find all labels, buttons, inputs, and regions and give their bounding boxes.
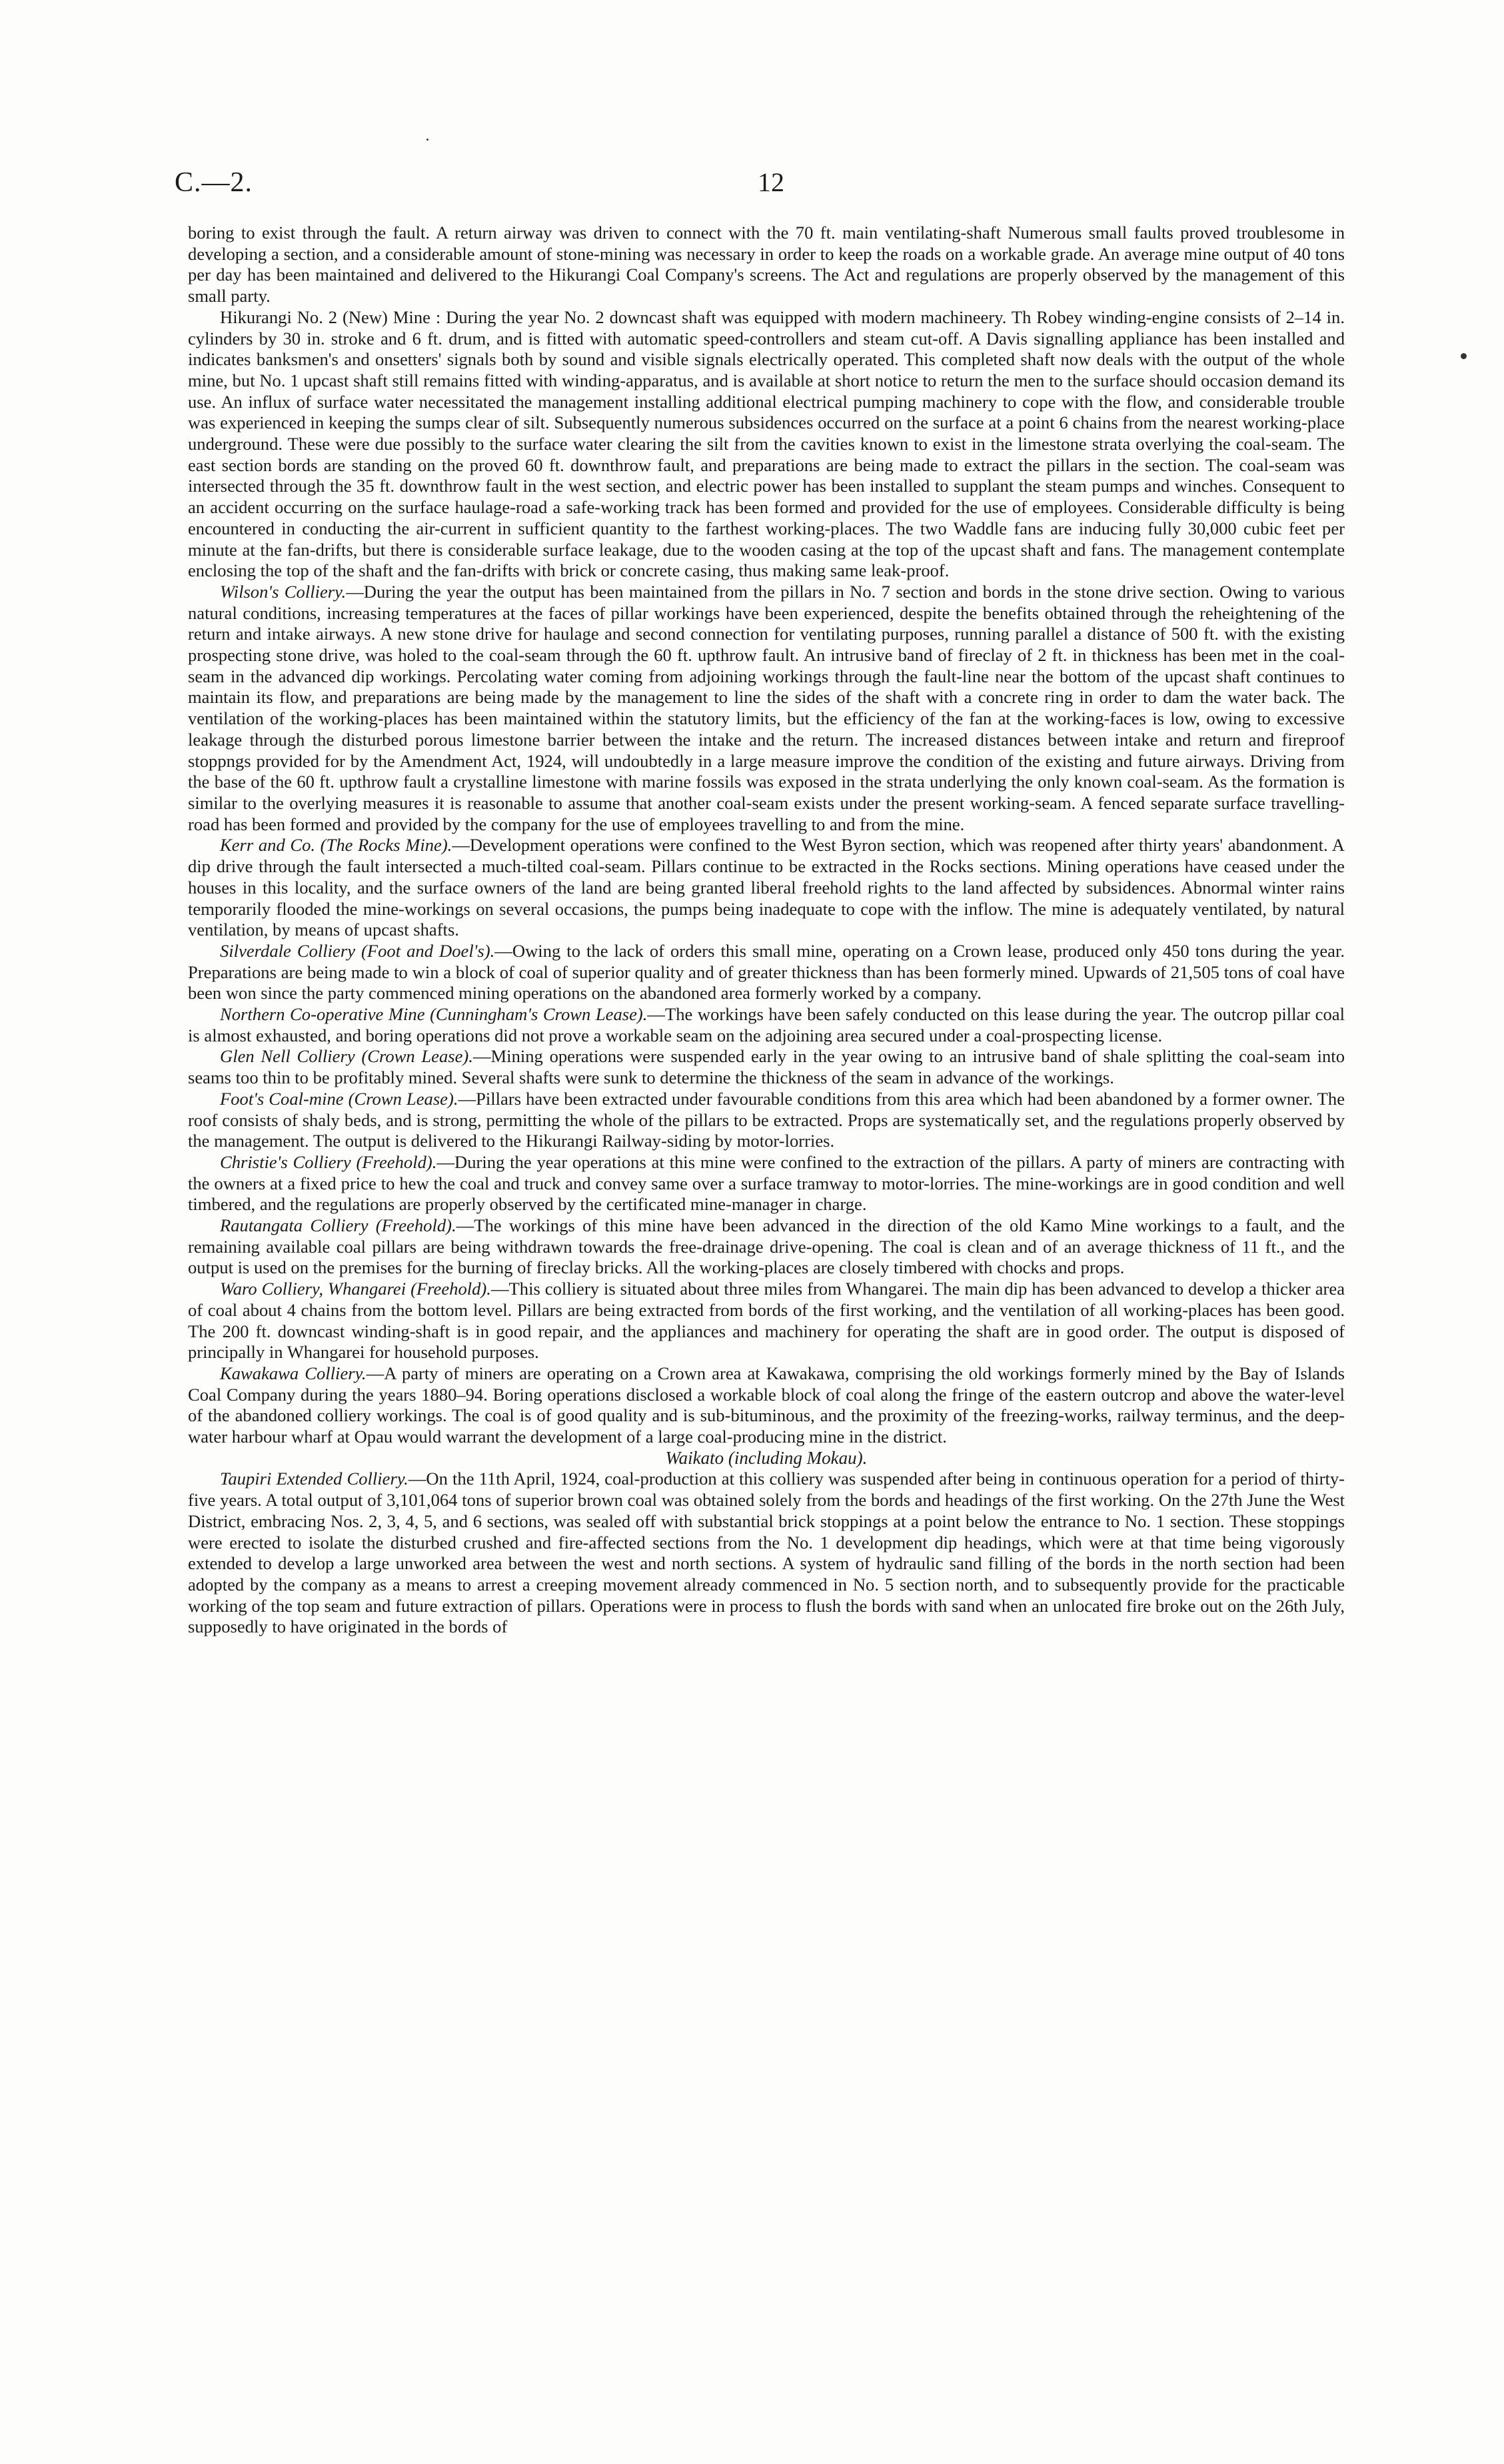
margin-mark xyxy=(426,139,428,141)
page-number: 12 xyxy=(758,167,784,197)
colliery-title: Wilson's Colliery. xyxy=(220,581,347,602)
paragraph: Wilson's Colliery.—During the year the output has been maintained from the pillars in No. 7 section and bords in the stone drive section. Owing to various natural conditions, increasing temperatures at the faces of pillar workings have been experienced, despite the benefits obtained through the reheightening of the return and intake airways. A new stone drive for haulage and second connection for ventilating purposes, running parallel a distance of 500 ft. with the existing prospecting stone drive, was holed to the coal-seam through the 60 ft. upthrow fault. An intrusive band of fireclay of 2 ft. in thickness has been met in the coal-seam in the advanced dip workings. Percolating water coming from adjoining workings through the fault-line near the bottom of the upcast shaft continues to maintain its flow, and preparations are being made by the management to line the sides of the shaft with a concrete ring in order to dam the water back. The ventilation of the working-places has been maintained within the statutory limits, but the efficiency of the fan at the working-faces is low, owing to excessive leakage through the disturbed porous limestone barrier between the intake and the return. The increased distances between intake and return and fireproof stoppngs provided for by the Amendment Act, 1924, will undoubtedly in a large measure improve the condition of the existing and future airways. Driving from the base of the 60 ft. upthrow fault a crystalline limestone with marine fossils was exposed in the strata underlying the only known coal-seam. As the formation is similar to the overlying measures it is reasonable to assume that another coal-seam exists under the present working-seam. A fenced separate surface travelling-road has been formed and provided by the company for the use of employees travelling to and from the mine. xyxy=(188,581,1345,834)
paragraph: Kerr and Co. (The Rocks Mine).—Development operations were confined to the West Byron section, which was reopened after thirty years' abandonment. A dip drive through the fault intersected a much-tilted coal-seam. Pillars continue to be extracted in the Rocks sections. Mining operations have ceased under the houses in this locality, and the surface owners of the land are being granted liberal freehold rights to the land affected by subsidences. Abnormal winter rains temporarily flooded the mine-workings on several occasions, the pumps being inadequate to cope with the inflow. The mine is adequately ventilated, by natural ventilation, by means of upcast shafts. xyxy=(188,835,1345,940)
paragraph: Kawakawa Colliery.—A party of miners are operating on a Crown area at Kawakawa, comprising the old workings formerly mined by the Bay of Islands Coal Company during the years 1880–94. Boring operations disclosed a workable block of coal along the fringe of the eastern outcrop and above the water-level of the abandoned colliery workings. The coal is of good quality and is sub-bituminous, and the proximity of the freezing-works, railway terminus, and the deep-water harbour wharf at Opau would warrant the development of a large coal-producing mine in the district. xyxy=(188,1363,1345,1447)
colliery-title: Rautangata Colliery (Freehold). xyxy=(220,1215,456,1236)
paragraph: Taupiri Extended Colliery.—On the 11th April, 1924, coal-production at this colliery was suspended after being in continuous operation for a period of thirty-five years. A total output of 3,101,064 tons of superior brown coal was obtained solely from the bords and headings of the first working. On the 27th June the West District, embracing Nos. 2, 3, 4, 5, and 6 sections, was sealed off with substantial brick stoppings at a point below the entrance to No. 1 section. These stoppings were erected to isolate the disturbed crushed and fire-affected sections from the No. 1 development dip headings, which were at that time being vigorously extended to develop a large unworked area between the west and north sections. A system of hydraulic sand filling of the bords in the north section had been adopted by the company as a means to arrest a creeping movement already commenced in No. 5 section north, and to subsequently provide for the practicable working of the top seam and future extraction of pillars. Operations were in process to flush the bords with sand when an unlocated fire broke out on the 26th July, supposedly to have originated in the bords of xyxy=(188,1469,1345,1637)
paragraph: Foot's Coal-mine (Crown Lease).—Pillars have been extracted under favourable conditions from this area which had been abandoned by a former owner. The roof consists of shaly beds, and is strong, permitting the whole of the pillars to be extracted. Props are systematically set, and the regulations properly observed by the management. The output is delivered to the Hikurangi Railway-siding by motor-lorries. xyxy=(188,1088,1345,1151)
paragraph: Waro Colliery, Whangarei (Freehold).—This colliery is situated about three miles from Whangarei. The main dip has been advanced to develop a thicker area of coal about 4 chains from the bottom level. Pillars are being extracted from bords of the first working, and the ventilation of all working-places has been good. The 200 ft. downcast winding-shaft is in good repair, and the appliances and machinery for operating the shaft are in good order. The output is disposed of principally in Whangarei for household purposes. xyxy=(188,1279,1345,1363)
colliery-title: Kawakawa Colliery. xyxy=(220,1363,367,1383)
paragraph: Rautangata Colliery (Freehold).—The workings of this mine have been advanced in the direction of the old Kamo Mine workings to a fault, and the remaining available coal pillars are being withdrawn towards the free-drainage drive-opening. The coal is clean and of an average thickness of 11 ft., and the output is used on the premises for the burning of fireclay bricks. All the working-places are closely timbered with chocks and props. xyxy=(188,1215,1345,1278)
colliery-title: Waro Colliery, Whangarei (Freehold). xyxy=(220,1279,491,1299)
colliery-title: Foot's Coal-mine (Crown Lease). xyxy=(220,1088,458,1109)
body-text xyxy=(188,223,1345,1638)
paragraph: Glen Nell Colliery (Crown Lease).—Mining operations were suspended early in the year owing to an intrusive band of shale splitting the coal-seam into seams too thin to be profitably mined. Several shafts were sunk to determine the thickness of the seam in advance of the workings. xyxy=(188,1046,1345,1088)
paragraph: Northern Co-operative Mine (Cunningham's Crown Lease).—The workings have been safely conducted on this lease during the year. The outcrop pillar coal is almost exhausted, and boring operations did not prove a workable seam on the adjoining area secured under a coal-prospecting license. xyxy=(188,1004,1345,1045)
paragraph: Christie's Colliery (Freehold).—During the year operations at this mine were confined to the extraction of the pillars. A party of miners are contracting with the owners at a fixed price to hew the coal and truck and convey same over a surface tramway to motor-lorries. The mine-workings are in good condition and well timbered, and the regulations are properly observed by the certificated mine-manager in charge. xyxy=(188,1151,1345,1215)
colliery-title: Silverdale Colliery (Foot and Doel's). xyxy=(220,940,495,961)
colliery-title: Taupiri Extended Colliery. xyxy=(220,1469,408,1489)
paragraph: Hikurangi No. 2 (New) Mine : During the year No. 2 downcast shaft was equipped with modern machineery. Th Robey winding-engine consists of 2–14 in. cylinders by 30 in. stroke and 6 ft. drum, and is fitted with automatic speed-controllers and steam cut-off. A Davis signalling appliance has been installed and indicates banksmen's and onsetters' signals both by sound and visible signals electrically operated. This completed shaft now deals with the output of the whole mine, but No. 1 upcast shaft still remains fitted with winding-apparatus, and is available at short notice to return the men to the surface should occasion demand its use. An influx of surface water necessitated the management installing additional electrical pumping machinery to cope with the flow, and considerable trouble was experienced in keeping the sumps clear of silt. Subsequently numerous subsidences occurred on the surface at a point 6 chains from the nearest working-place underground. These were due possibly to the surface water clearing the silt from the cavities known to exist in the limestone strata overlying the coal-seam. The east section bords are standing on the proved 60 ft. downthrow fault, and preparations are being made to extract the pillars in the section. The coal-seam was intersected through the 35 ft. downthrow fault in the west section, and electric power has been installed to supplant the steam pumps and winches. Consequent to an accident occurring on the surface haulage-road a safe-working track has been formed and provided for the use of employees. Considerable difficulty is being encountered in conducting the air-current in sufficient quantity to the farthest working-places. The two Waddle fans are inducing fully 30,000 cubic feet per minute at the fan-drifts, but there is considerable surface leakage, due to the wooden casing at the top of the upcast shaft and fans. The management contemplate enclosing the top of the shaft and the fan-drifts with brick or concrete casing, thus making same leak-proof. xyxy=(188,307,1345,581)
paragraph: boring to exist through the fault. A return airway was driven to connect with the 70 ft. main ventilating-shaft Numerous small faults proved troublesome in developing a section, and a considerable amount of stone-mining was necessary in order to keep the roads on a workable grade. An average mine output of 40 tons per day has been maintained and delivered to the Hikurangi Coal Company's screens. The Act and regulations are properly observed by the management of this small party. xyxy=(188,223,1345,307)
page-header xyxy=(175,167,1367,213)
colliery-title: Kerr and Co. (The Rocks Mine). xyxy=(220,835,452,856)
colliery-title: Glen Nell Colliery (Crown Lease). xyxy=(220,1046,473,1067)
document-reference: C.—2. xyxy=(175,167,253,198)
section-heading: Waikato (including Mokau). xyxy=(665,1447,868,1468)
colliery-title: Christie's Colliery (Freehold). xyxy=(220,1151,437,1172)
margin-mark xyxy=(1461,353,1467,359)
paragraph: Silverdale Colliery (Foot and Doel's).—Owing to the lack of orders this small mine, operating on a Crown lease, produced only 450 tons during the year. Preparations are being made to win a block of coal of superior quality and of greater thickness than has been formerly mined. Upwards of 21,505 tons of coal have been won since the party commenced mining operations on the abandoned area formerly worked by a company. xyxy=(188,940,1345,1003)
colliery-title: Northern Co-operative Mine (Cunningham's Crown Lease). xyxy=(220,1004,648,1025)
